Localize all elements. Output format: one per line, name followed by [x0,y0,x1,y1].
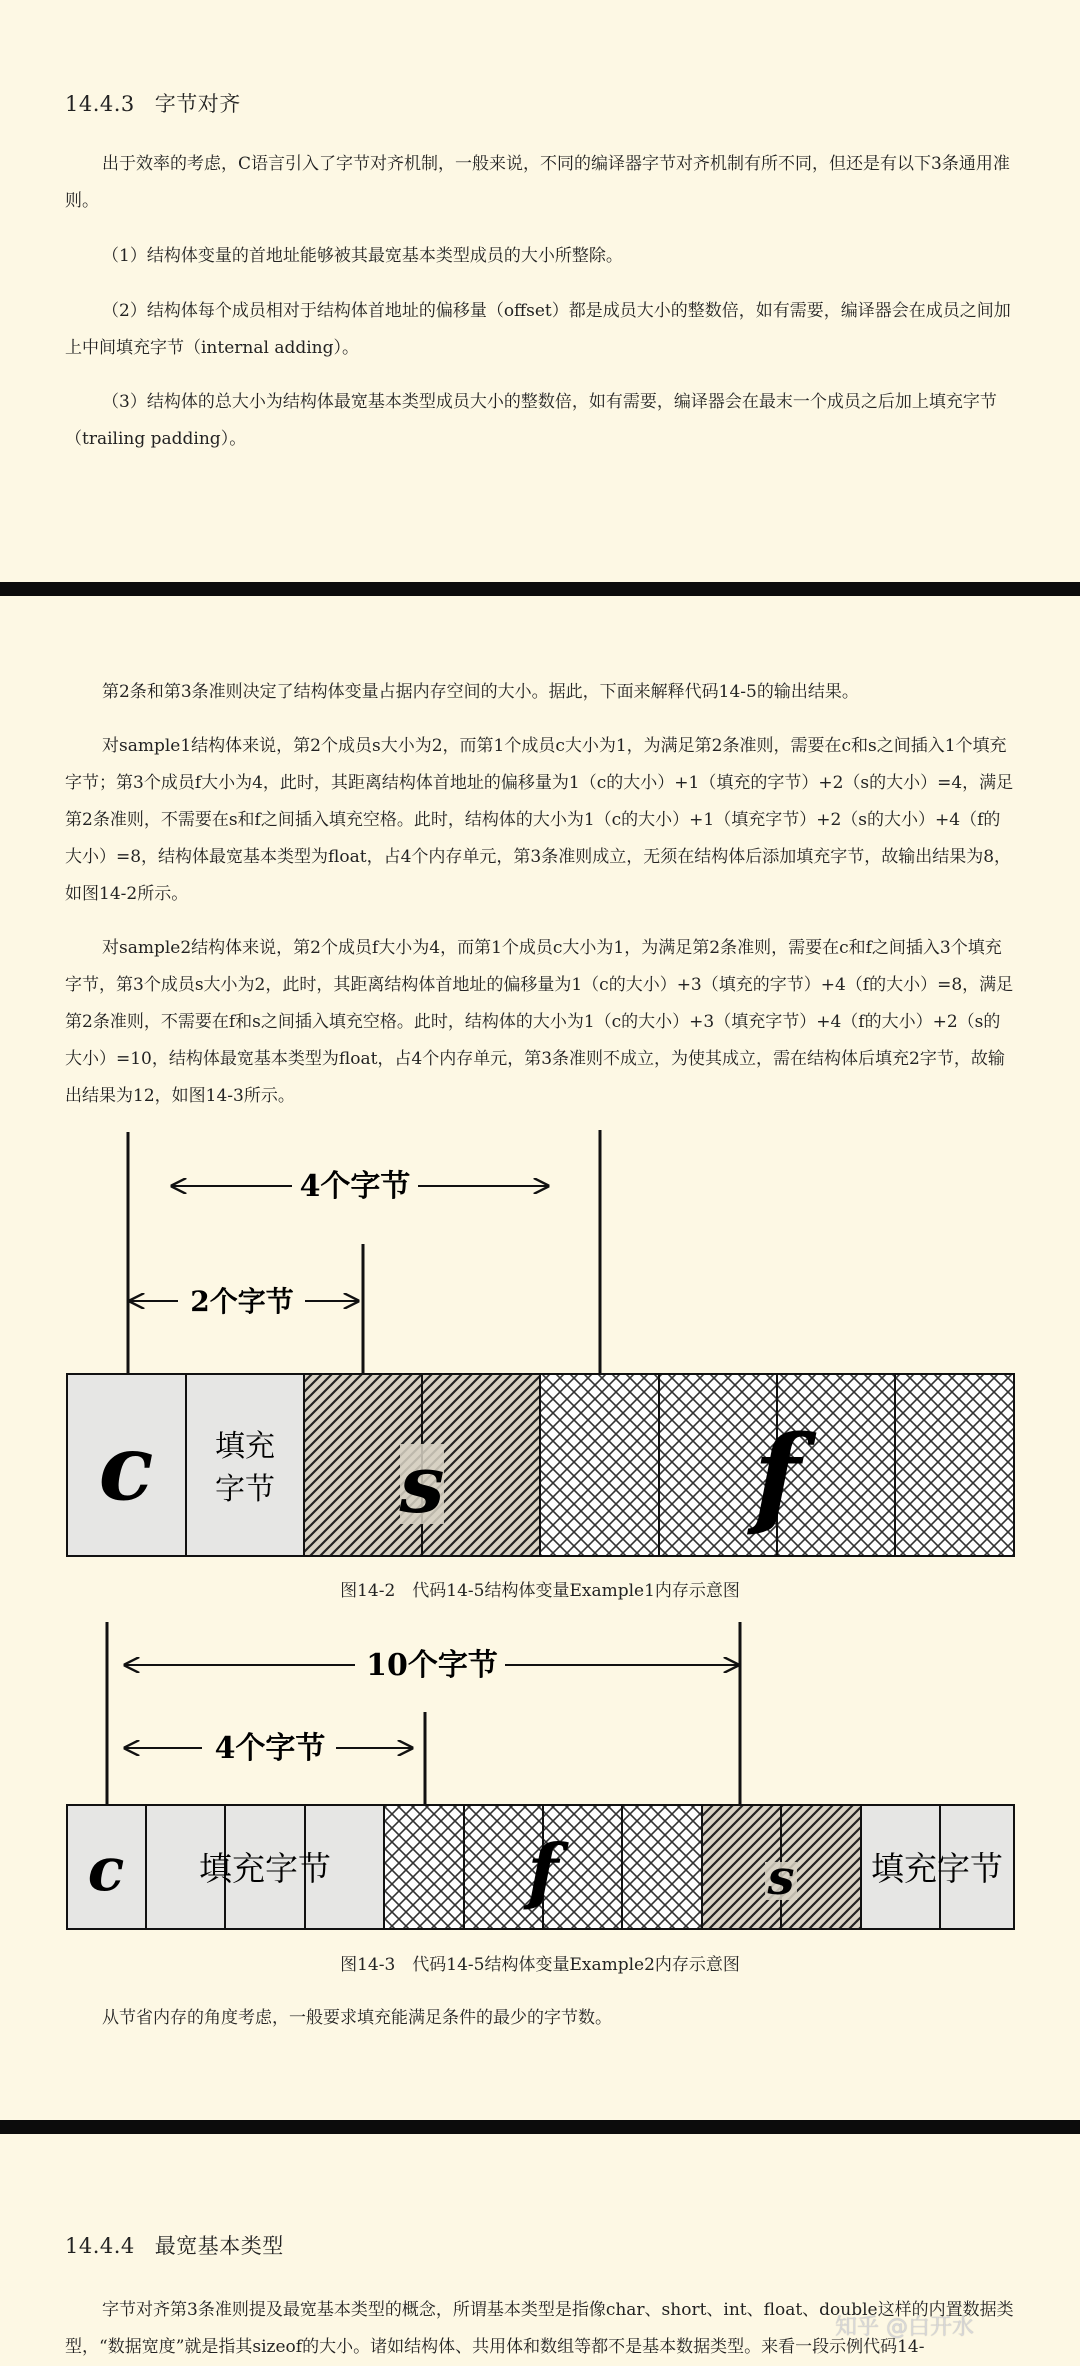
section-title: 最宽基本类型 [154,2234,284,2258]
cell-s-label: s [399,1437,445,1531]
cell-pad-end-label: 填充字节 [871,1849,1003,1888]
cell-f-4 [622,1805,702,1929]
figure-14-2 [0,1126,1080,1626]
cell-f-1 [540,1374,659,1556]
figure-14-3 [0,1618,1080,1948]
cell-f-4 [895,1374,1014,1556]
section-number: 14.4.4 [65,2234,135,2258]
cell-pad-front-label: 填充字节 [199,1849,331,1888]
zhihu-watermark: 知乎 @白开水 [835,2315,974,2340]
page-separator [0,2120,1080,2134]
label-4-bytes: 4个字节 [299,1169,411,1204]
paragraph-sample1: 对sample1结构体来说，第2个成员s大小为2，而第1个成员c大小为1，为满足第2条准则，需要在c和s之间插入1个填充字节；第3个成员f大小为4，此时，其距离结构体首地址的偏移量为1（c的大小）+1（填充的字节）+2（s的大小）=4，满足第2条准则，不需要在s和f之间插入填充空格。此时，结构体的大小为1（c的大小）+1（填充字节）+2（s的大小）+4（f的大小）=8，结构体最宽基本类型为float，占4个内存单元，第3条准则成立，无须在结构体后添加填充字节，故输出结果为8，如图14-2所示。 [65,736,1014,904]
section-number: 14.4.3 [65,92,135,116]
label-2-bytes: 2个字节 [190,1285,294,1318]
page-1 [0,0,1080,582]
rule-3: （3）结构体的总大小为结构体最宽基本类型成员大小的整数倍，如有需要，编译器会在最末一个成员之后加上填充字节（trailing padding）。 [65,392,997,449]
cell-c-label: c [98,1415,154,1521]
cell-s-label: s [767,1850,795,1906]
section-heading-14-4-3 [65,88,241,118]
label-10-bytes: 10个字节 [366,1648,498,1683]
section-title: 字节对齐 [154,92,241,116]
paragraph-rules-explain: 第2条和第3条准则决定了结构体变量占据内存空间的大小。据此，下面来解释代码14-5的输出结果。 [102,682,859,702]
paragraph-widest-type: 字节对齐第3条准则提及最宽基本类型的概念，所谓基本类型是指像char、short、int、float、double这样的内置数据类型，“数据宽度”就是指其sizeof的大小。诸如结构体、共用体和数组等都不是基本数据类型。来看一段示例代码14- [65,2300,1014,2357]
label-4-bytes-b: 4个字节 [214,1731,326,1766]
rule-2: （2）结构体每个成员相对于结构体首地址的偏移量（offset）都是成员大小的整数倍，如有需要，编译器会在成员之间加上中间填充字节（internal adding）。 [65,301,1011,358]
section-heading-14-4-4 [65,2230,284,2260]
paragraph-sample2: 对sample2结构体来说，第2个成员f大小为4，而第1个成员c大小为1，为满足第2条准则，需要在c和f之间插入3个填充字节，第3个成员s大小为2，此时，其距离结构体首地址的偏移量为1（c的大小）+3（填充的字节）+4（f的大小）=8，满足第2条准则，不需要在f和s之间插入填充空格。此时，结构体的大小为1（c的大小）+3（填充字节）+4（f的大小）+2（s的大小）=10，结构体最宽基本类型为float，占4个内存单元，第3条准则不成立，为使其成立，需在结构体后填充2字节，故输出结果为12，如图14-3所示。 [65,938,1014,1106]
page-separator [0,582,1080,596]
cell-c-label: c [87,1835,125,1905]
figure-14-2-caption: 图14-2 代码14-5结构体变量Example1内存示意图 [340,1581,740,1601]
cell-f-label: f [527,1828,559,1913]
cell-padding-label-2: 字节 [215,1472,275,1507]
closing-paragraph: 从节省内存的角度考虑，一般要求填充能满足条件的最少的字节数。 [102,2008,612,2028]
cell-padding [186,1374,304,1556]
cell-f-label: f [753,1411,801,1540]
intro-paragraph: 出于效率的考虑，C语言引入了字节对齐机制，一般来说，不同的编译器字节对齐机制有所不同，但还是有以下3条通用准则。 [65,154,1010,211]
rule-1: （1）结构体变量的首地址能够被其最宽基本类型成员的大小所整除。 [102,246,623,266]
cell-f-1 [384,1805,464,1929]
figure-14-3-caption: 图14-3 代码14-5结构体变量Example2内存示意图 [340,1955,740,1975]
page-2 [0,596,1080,2120]
cell-padding-label-1: 填充 [215,1429,275,1464]
